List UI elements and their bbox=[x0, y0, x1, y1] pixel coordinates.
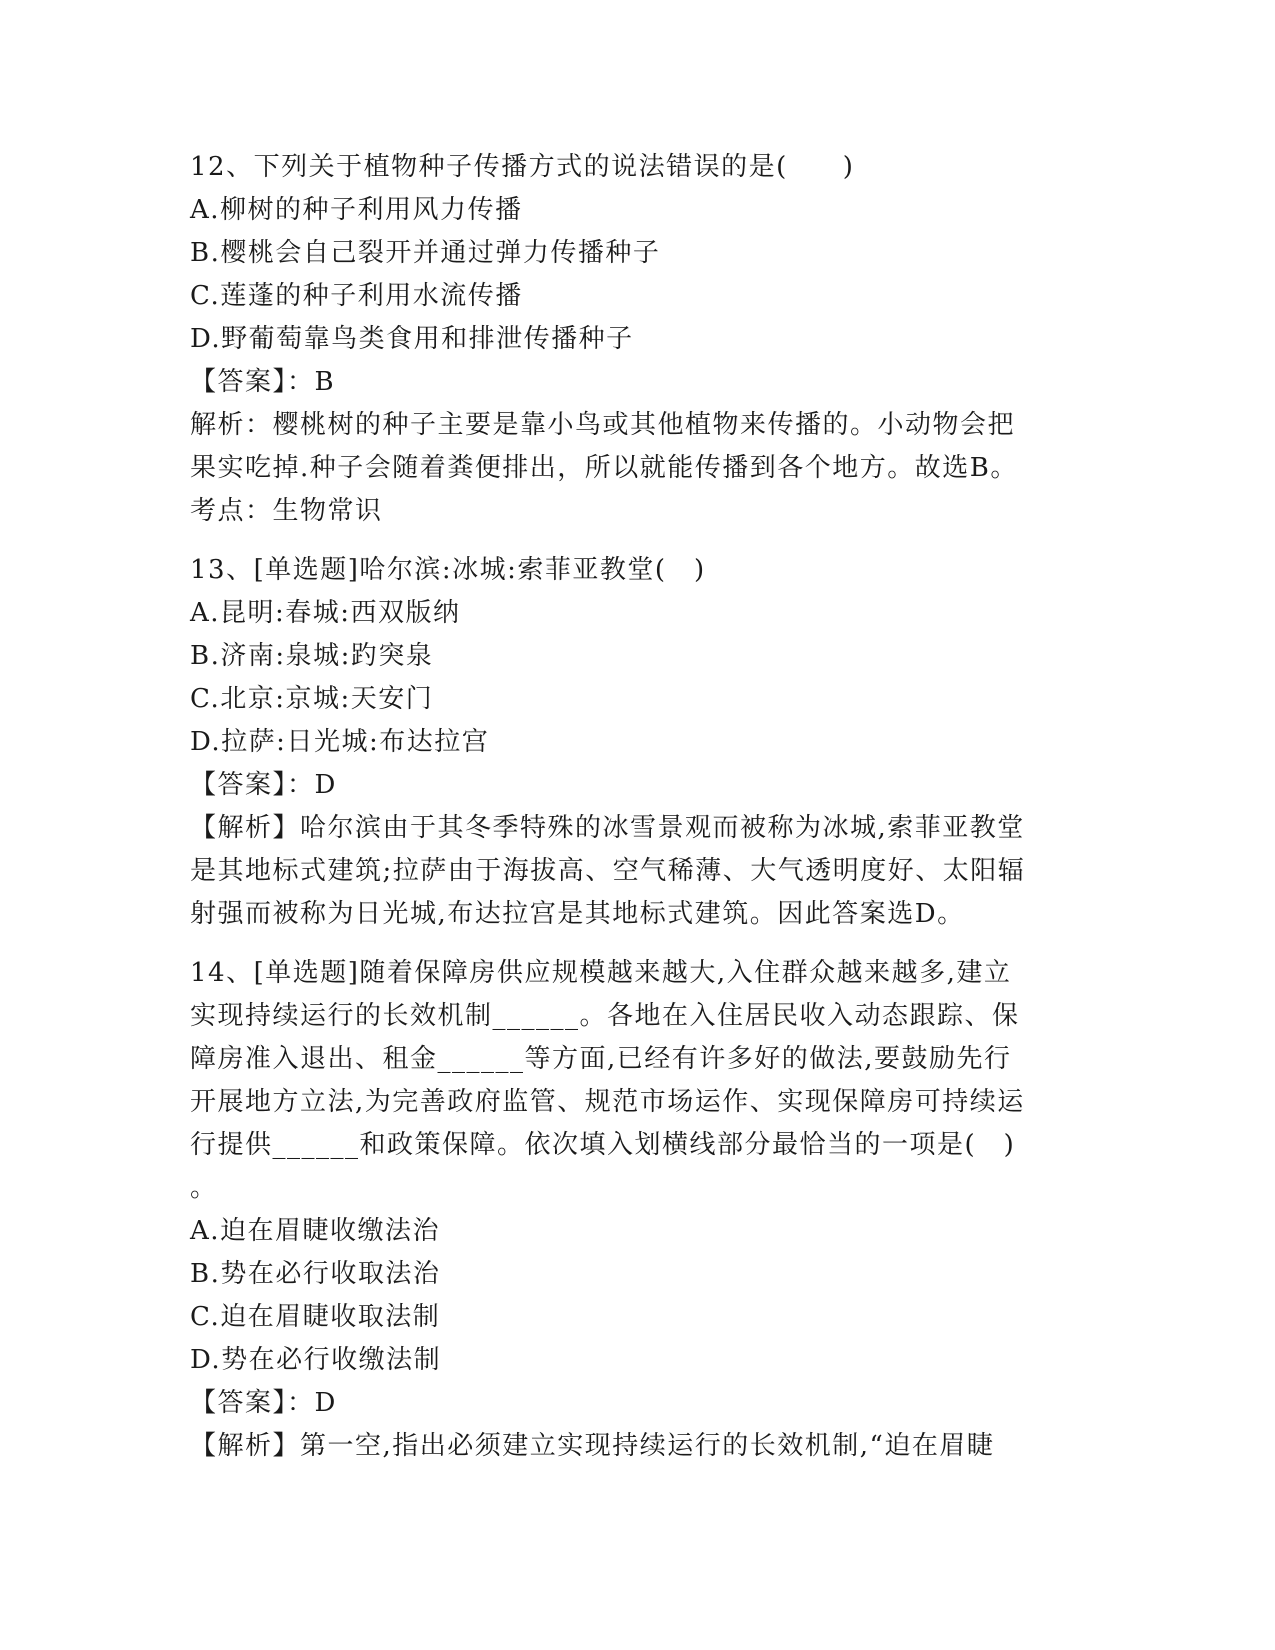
analysis-line: 射强而被称为日光城,布达拉宫是其地标式建筑。因此答案选D。 bbox=[190, 899, 965, 929]
question-stem: 12、下列关于植物种子传播方式的说法错误的是( ) bbox=[190, 152, 855, 182]
option-d: D.势在必行收缴法制 bbox=[190, 1345, 442, 1375]
option-b: B.势在必行收取法治 bbox=[190, 1259, 441, 1289]
option-b: B.济南:泉城:趵突泉 bbox=[190, 641, 434, 671]
question-13 bbox=[190, 549, 1090, 936]
question-stem-line: 开展地方立法,为完善政府监管、规范市场运作、实现保障房可持续运 bbox=[190, 1087, 1025, 1117]
answer: 【答案】：D bbox=[190, 1388, 337, 1418]
option-c: C.莲蓬的种子利用水流传播 bbox=[190, 281, 523, 311]
question-stem-line: 障房准入退出、租金______等方面,已经有许多好的做法,要鼓励先行 bbox=[190, 1044, 1012, 1074]
question-stem-line: 行提供______和政策保障。依次填入划横线部分最恰当的一项是( ) bbox=[190, 1130, 1016, 1160]
answer: 【答案】：D bbox=[190, 770, 337, 800]
analysis-line: 解析：樱桃树的种子主要是靠小鸟或其他植物来传播的。小动物会把 bbox=[190, 410, 1016, 440]
analysis-line: 考点：生物常识 bbox=[190, 496, 383, 526]
analysis-line: 【解析】第一空,指出必须建立实现持续运行的长效机制,“迫在眉睫 bbox=[190, 1431, 995, 1461]
option-d: D.野葡萄靠鸟类食用和排泄传播种子 bbox=[190, 324, 634, 354]
option-b: B.樱桃会自己裂开并通过弹力传播种子 bbox=[190, 238, 661, 268]
question-stem-line: 14、[单选题]随着保障房供应规模越来越大,入住群众越来越多,建立 bbox=[190, 958, 1012, 988]
question-stem: 13、[单选题]哈尔滨:冰城:索菲亚教堂( ) bbox=[190, 555, 706, 585]
option-a: A.柳树的种子利用风力传播 bbox=[190, 195, 523, 225]
option-d: D.拉萨:日光城:布达拉宫 bbox=[190, 727, 490, 757]
option-c: C.迫在眉睫收取法制 bbox=[190, 1302, 441, 1332]
analysis-line: 【解析】哈尔滨由于其冬季特殊的冰雪景观而被称为冰城,索菲亚教堂 bbox=[190, 813, 1025, 843]
option-c: C.北京:京城:天安门 bbox=[190, 684, 434, 714]
question-14 bbox=[190, 952, 1090, 1468]
analysis-line: 果实吃掉.种子会随着粪便排出，所以就能传播到各个地方。故选B。 bbox=[190, 453, 1018, 483]
option-a: A.迫在眉睫收缴法治 bbox=[190, 1216, 441, 1246]
question-12 bbox=[190, 146, 1090, 533]
question-stem-line: 。 bbox=[190, 1173, 218, 1203]
option-a: A.昆明:春城:西双版纳 bbox=[190, 598, 461, 628]
document-page bbox=[190, 146, 1090, 1468]
analysis-line: 是其地标式建筑;拉萨由于海拔高、空气稀薄、大气透明度好、太阳辐 bbox=[190, 856, 1026, 886]
answer: 【答案】：B bbox=[190, 367, 336, 397]
question-stem-line: 实现持续运行的长效机制______。各地在入住居民收入动态跟踪、保 bbox=[190, 1001, 1020, 1031]
